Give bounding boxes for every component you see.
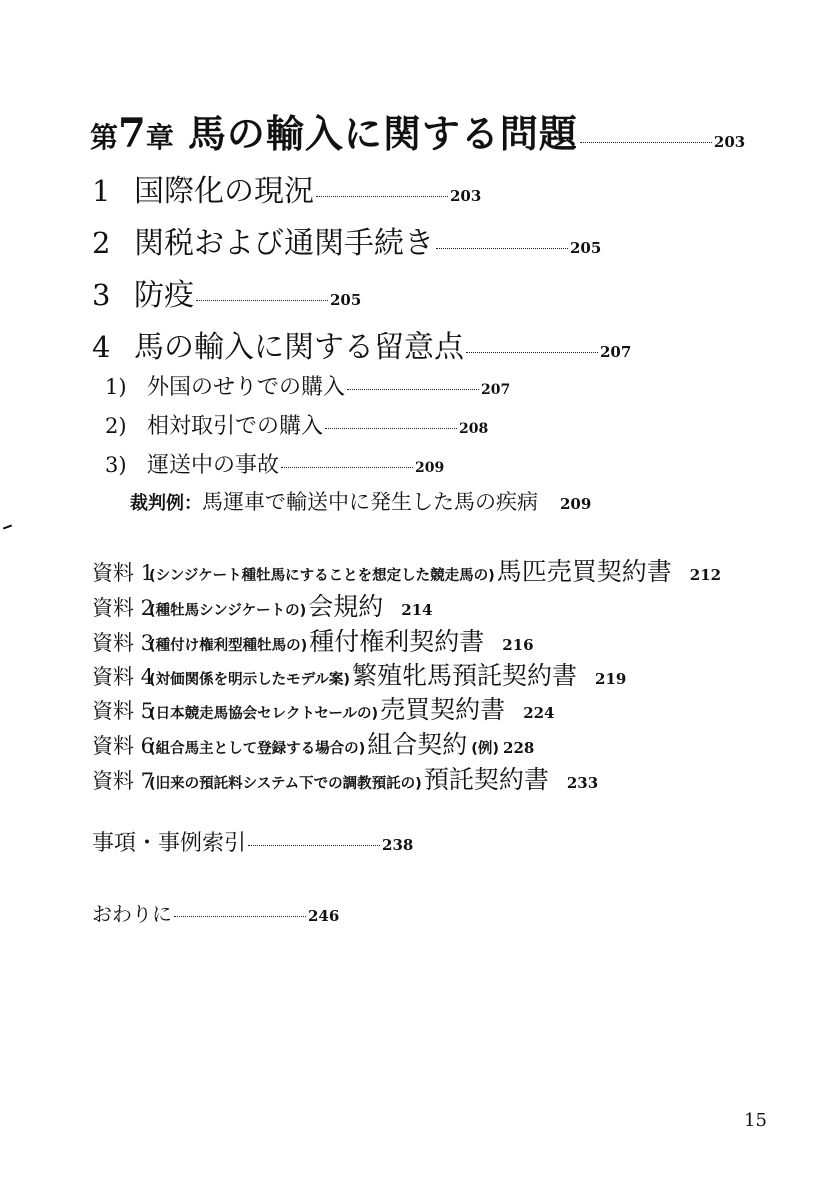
section-number: 4 <box>92 330 111 364</box>
chapter-page: 203 <box>713 133 746 151</box>
material-suffix: (例) <box>471 741 500 757</box>
material-entry <box>92 587 433 623</box>
subsection-page: 208 <box>459 421 489 437</box>
toc-section <box>92 166 481 210</box>
material-entry <box>92 690 555 726</box>
afterword-page: 246 <box>308 907 340 925</box>
material-entry <box>92 622 534 658</box>
chapter-heading <box>90 103 745 158</box>
case-example-page: 209 <box>560 495 592 513</box>
leader-dots <box>174 916 306 917</box>
section-number: 1 <box>92 174 111 208</box>
afterword-title: おわりに <box>92 902 172 926</box>
section-title: 関税および通関手続き <box>134 226 434 261</box>
subsection-number: 1) <box>105 375 127 399</box>
material-note: (組合馬主として登録する場合の) <box>149 741 366 757</box>
chapter-digit: 7 <box>118 110 146 157</box>
material-entry <box>92 656 626 692</box>
subsection-title: 外国のせりでの購入 <box>147 375 346 400</box>
toc-section <box>92 218 601 262</box>
index-page: 238 <box>382 836 414 854</box>
material-entry <box>92 725 534 761</box>
material-page: 214 <box>401 601 433 619</box>
leader-dots <box>196 300 328 301</box>
leader-dots <box>248 845 380 846</box>
material-page: 228 <box>503 739 535 757</box>
material-label: 資料 4 <box>92 665 155 689</box>
subsection-page: 207 <box>481 382 511 398</box>
material-title: 売買契約書 <box>380 695 506 724</box>
chapter-title: 馬の輸入に関する問題 <box>187 111 578 156</box>
margin-mark <box>3 525 12 530</box>
section-title: 馬の輸入に関する留意点 <box>134 330 464 365</box>
material-label: 資料 2 <box>92 596 155 620</box>
section-number: 2 <box>92 226 111 260</box>
toc-section <box>92 322 631 366</box>
case-example-title: 馬運車で輸送中に発生した馬の疾病 <box>202 490 538 514</box>
material-note: (シンジケート種牡馬にすることを想定した競走馬の) <box>149 568 495 584</box>
section-page: 207 <box>600 343 632 361</box>
subsection-title: 相対取引での購入 <box>147 414 324 439</box>
material-note: (日本競走馬協会セレクトセールの) <box>149 706 379 722</box>
material-title: 組合契約 <box>367 730 468 759</box>
material-title: 預託契約書 <box>423 765 549 794</box>
leader-dots <box>580 142 712 143</box>
section-title: 防疫 <box>134 278 194 313</box>
subsection-page: 209 <box>415 460 445 476</box>
afterword-entry <box>92 898 339 927</box>
material-note: (種牡馬シンジケートの) <box>149 603 307 619</box>
material-page: 212 <box>689 566 722 584</box>
leader-dots <box>466 352 598 353</box>
material-label: 資料 5 <box>92 699 155 723</box>
leader-dots <box>316 196 448 197</box>
material-title: 馬匹売買契約書 <box>496 557 672 586</box>
material-title: 会規約 <box>308 592 384 621</box>
leader-dots <box>436 248 568 249</box>
index-title: 事項・事例索引 <box>92 831 247 856</box>
material-label: 資料 3 <box>92 631 155 655</box>
leader-dots <box>325 428 457 429</box>
subsection-number: 3) <box>105 453 127 477</box>
chapter-prefix: 第 <box>90 121 119 154</box>
case-example-lead: 裁判例： <box>130 493 202 514</box>
leader-dots <box>347 389 479 390</box>
subsection-title: 運送中の事故 <box>147 453 280 478</box>
index-entry <box>92 826 413 857</box>
section-title: 国際化の現況 <box>134 174 314 209</box>
material-title: 種付権利契約書 <box>309 627 485 656</box>
material-page: 224 <box>523 704 555 722</box>
section-number: 3 <box>92 278 111 312</box>
material-page: 233 <box>566 774 599 792</box>
material-page: 219 <box>595 670 627 688</box>
toc-subsection <box>105 370 510 401</box>
material-entry <box>92 760 598 796</box>
chapter-number <box>90 110 174 157</box>
material-entry <box>92 552 721 588</box>
material-note: (対価関係を明示したモデル案) <box>149 672 351 688</box>
toc-subsection <box>105 448 444 479</box>
section-page: 203 <box>450 187 482 205</box>
leader-dots <box>281 467 413 468</box>
page-number: 15 <box>744 1110 767 1131</box>
section-page: 205 <box>330 291 362 309</box>
case-example <box>130 486 591 516</box>
material-title: 繁殖牝馬預託契約書 <box>352 661 578 690</box>
material-note: (旧来の預託料システム下での調教預託の) <box>149 776 422 792</box>
toc-section <box>92 270 361 314</box>
material-page: 216 <box>502 636 534 654</box>
material-label: 資料 1 <box>92 561 155 585</box>
toc-subsection <box>105 409 488 440</box>
subsection-number: 2) <box>105 414 127 438</box>
material-label: 資料 6 <box>92 734 155 758</box>
material-note: (種付け権利型種牡馬の) <box>149 638 308 654</box>
section-page: 205 <box>570 239 602 257</box>
material-label: 資料 7 <box>92 769 155 793</box>
chapter-suffix: 章 <box>145 121 174 154</box>
